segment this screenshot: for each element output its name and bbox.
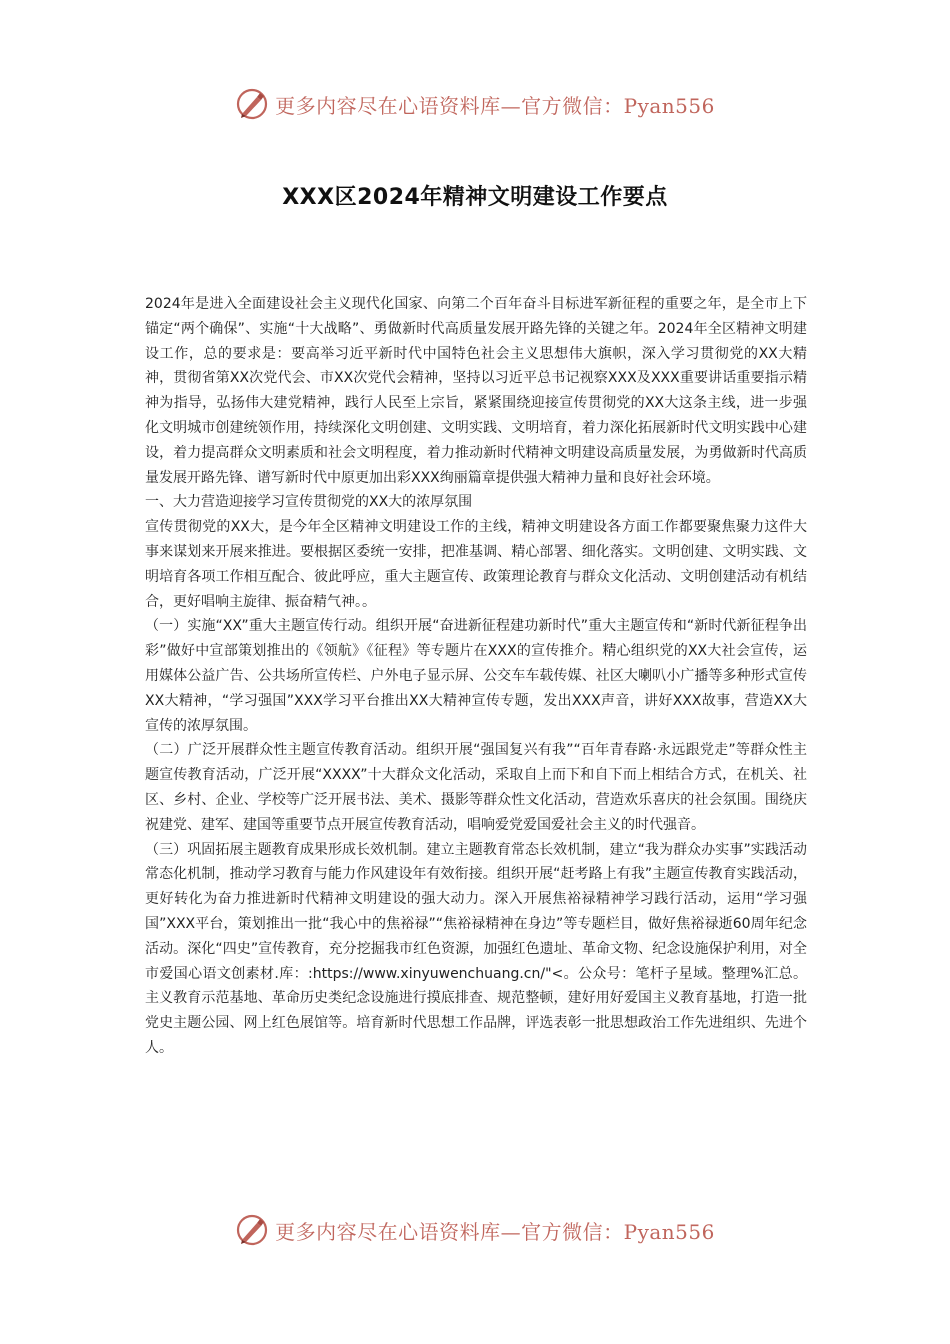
watermark-text: 更多内容尽在心语资料库—官方微信：Pyan556 — [275, 1219, 715, 1244]
watermark-header — [0, 84, 950, 124]
paragraph-item-2: （二）广泛开展群众性主题宣传教育活动。组织开展“强国复兴有我”“百年青春路·永远跟党走”等群众性主题宣传教育活动，广泛开展“XXXX”十大群众文化活动，采取自上而下和自下而上相结合方式，在机关、社区、乡村、企业、学校等广泛开展书法、美术、摄影等群众性文化活动，营造欢乐喜庆的社会氛围。围绕庆祝建党、建军、建国等重要节点开展宣传教育活动，唱响爱党爱国爱社会主义的时代强音。 — [145, 742, 807, 833]
paragraph-section-1: 宣传贯彻党的XX大，是今年全区精神文明建设工作的主线，精神文明建设各方面工作都要聚焦聚力这件大事来谋划来开展来推进。要根据区委统一安排，把准基调、精心部署、细化落实。文明创建、文明实践、文明培育各项工作相互配合、彼此呼应，重大主题宣传、政策理论教育与群众文化活动、文明创建活动有机结合，更好唱响主旋律、振奋精气神。。 — [145, 519, 807, 610]
pen-logo-icon — [235, 87, 269, 121]
paragraph-intro: 2024年是进入全面建设社会主义现代化国家、向第二个百年奋斗目标进军新征程的重要之年，是全市上下锚定“两个确保”、实施“十大战略”、勇做新时代高质量发展开路先锋的关键之年。2024年全区精神文明建设工作，总的要求是：要高举习近平新时代中国特色社会主义思想伟大旗帜，深入学习贯彻党的XX大精神，贯彻省第XX次党代会、市XX次党代会精神，坚持以习近平总书记视察XXX及XXX重要讲话重要指示精神为指导，弘扬伟大建党精神，践行人民至上宗旨，紧紧围绕迎接宣传贯彻党的XX大这条主线，进一步强化文明城市创建统领作用，持续深化文明创建、文明实践、文明培育，着力深化拓展新时代文明实践中心建设，着力提高群众文明素质和社会文明程度，着力推动新时代精神文明建设高质量发展，为勇做新时代高质量发展开路先锋、谱写新时代中原更加出彩XXX绚丽篇章提供强大精神力量和良好社会环境。 — [145, 296, 807, 486]
pen-logo-icon — [235, 1213, 269, 1247]
paragraph-item-3: （三）巩固拓展主题教育成果形成长效机制。建立主题教育常态长效机制，建立“我为群众办实事”实践活动常态化机制，推动学习教育与能力作风建设年有效衔接。组织开展“赶考路上有我”主题宣传教育实践活动，更好转化为奋力推进新时代精神文明建设的强大动力。深入开展焦裕禄精神学习践行活动，运用“学习强国”XXX平台，策划推出一批“我心中的焦裕禄”“焦裕禄精神在身边”等专题栏目，做好焦裕禄逝60周年纪念活动。深化“四史”宣传教育，充分挖掘我市红色资源，加强红色遗址、革命文物、纪念设施保护利用，对全市爱国心语文创素材.库：:https://www.xinyuwenchuang.cn/"<。公众号：笔杆子星域。整理%汇总。主义教育示范基地、革命历史类纪念设施进行摸底排查、规范整顿，建好用好爱国主义教育基地，打造一批党史主题公园、网上红色展馆等。培育新时代思想工作品牌，评选表彰一批思想政治工作先进组织、先进个人。 — [145, 841, 807, 1056]
section-heading-1: 一、大力营造迎接学习宣传贯彻党的XX大的浓厚氛围 — [145, 494, 473, 511]
paragraph-item-1: （一）实施“XX”重大主题宣传行动。组织开展“奋进新征程建功新时代”重大主题宣传和“新时代新征程争出彩”做好中宣部策划推出的《领航》《征程》等专题片在XXX的宣传推介。精心组织党的XX大社会宣传，运用媒体公益广告、公共场所宣传栏、户外电子显示屏、公交车车载传媒、社区大喇叭小广播等多种形式宣传XX大精神，“学习强国”XXX学习平台推出XX大精神宣传专题，发出XXX声音，讲好XXX故事，营造XX大宣传的浓厚氛围。 — [145, 618, 807, 734]
document-body — [145, 292, 807, 1061]
document-title: XXX区2024年精神文明建设工作要点 — [282, 185, 668, 210]
watermark-footer — [0, 1210, 950, 1250]
watermark-text: 更多内容尽在心语资料库—官方微信：Pyan556 — [275, 93, 715, 118]
